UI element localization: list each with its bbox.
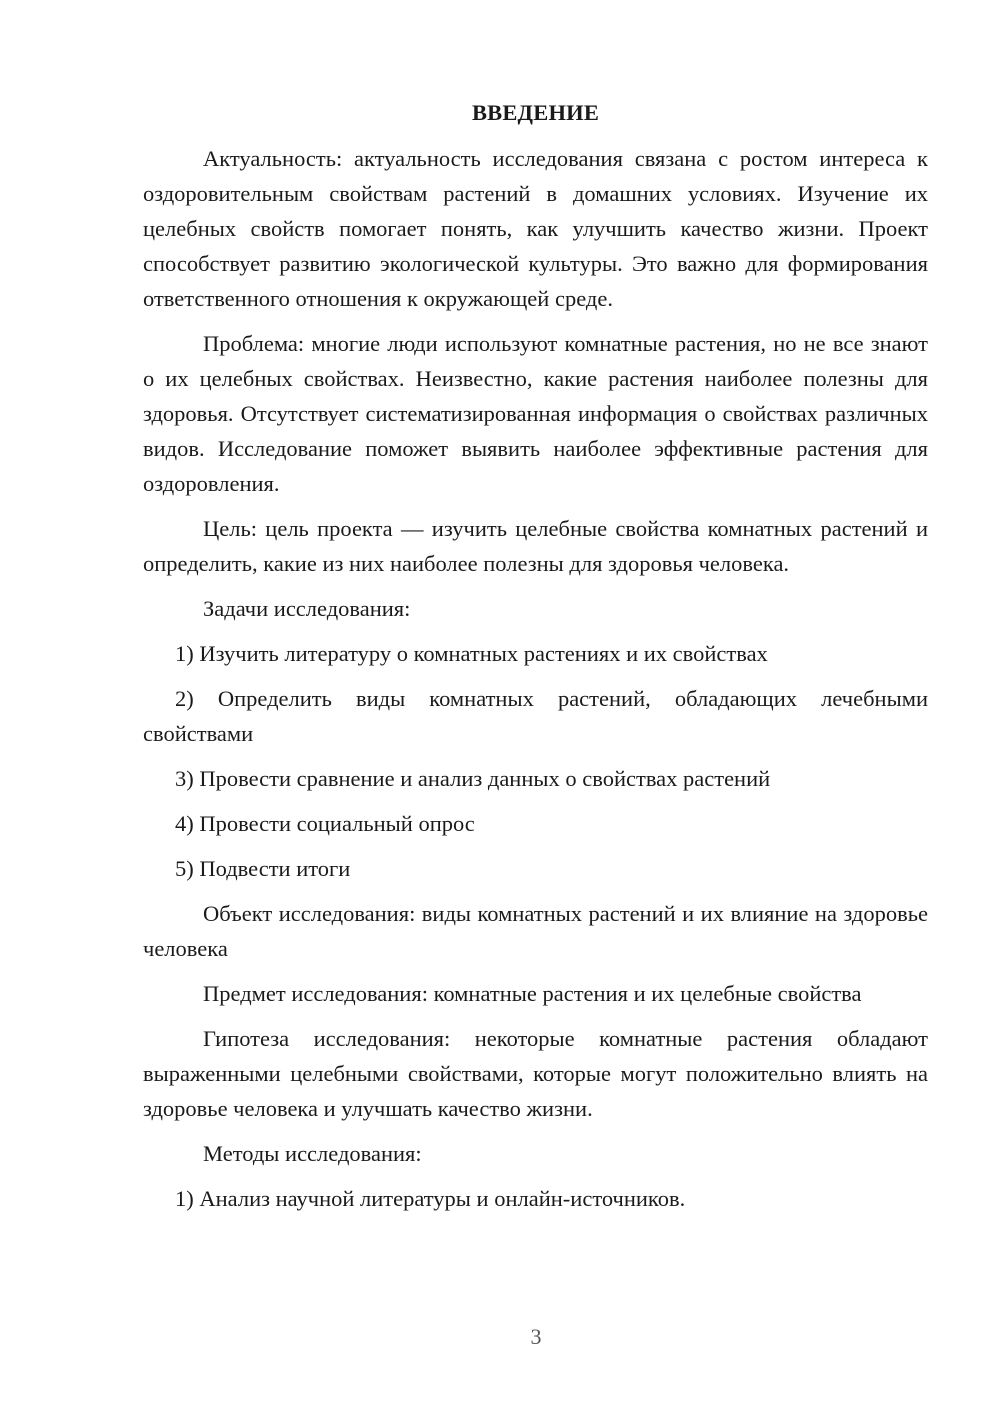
method-item: 1) Анализ научной литературы и онлайн-источников. (175, 1186, 686, 1211)
task-item: 3) Провести сравнение и анализ данных о свойствах растений (175, 766, 771, 791)
paragraph-object: Объект исследования: виды комнатных растений и их влияние на здоровье человека (143, 901, 928, 961)
page-content (143, 95, 928, 1226)
paragraph-methods-heading: Методы исследования: (203, 1141, 422, 1166)
paragraph-relevance: Актуальность: актуальность исследования связана с ростом интереса к оздоровительным свойствам растений в домашних условиях. Изучение их целебных свойств помогает понять, как улучшить качество жизни. Проект способствует развитию экологической культуры. Это важно для формирования ответственного отношения к окружающей среде. (143, 146, 928, 311)
task-item: 2) Определить виды комнатных растений, обладающих лечебными свойствами (143, 686, 928, 746)
task-item: 1) Изучить литературу о комнатных растениях и их свойствах (175, 641, 768, 666)
paragraph-goal: Цель: цель проекта — изучить целебные свойства комнатных растений и определить, какие из них наиболее полезны для здоровья человека. (143, 516, 928, 576)
task-item: 5) Подвести итоги (175, 856, 351, 881)
paragraph-hypothesis: Гипотеза исследования: некоторые комнатные растения обладают выраженными целебными свойствами, которые могут положительно влиять на здоровье человека и улучшать качество жизни. (143, 1026, 928, 1121)
page-number: 3 (530, 1324, 542, 1349)
section-title: ВВЕДЕНИЕ (471, 100, 600, 125)
paragraph-problem: Проблема: многие люди используют комнатные растения, но не все знают о их целебных свойствах. Неизвестно, какие растения наиболее полезны для здоровья. Отсутствует систематизированная информация о свойствах различных видов. Исследование поможет выявить наиболее эффективные растения для оздоровления. (143, 331, 928, 496)
task-item: 4) Провести социальный опрос (175, 811, 475, 836)
paragraph-subject: Предмет исследования: комнатные растения и их целебные свойства (203, 981, 862, 1006)
paragraph-tasks-heading: Задачи исследования: (203, 596, 411, 621)
